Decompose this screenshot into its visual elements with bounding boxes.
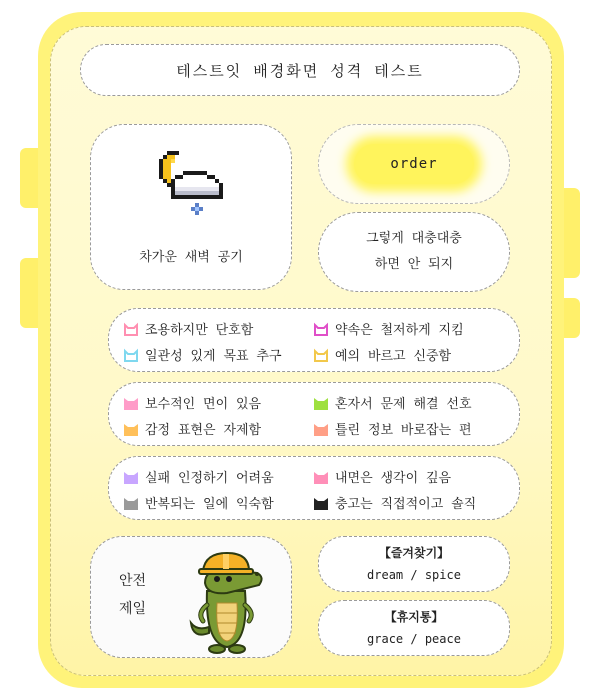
trait-item: 내면은 생각이 깊음 (313, 467, 451, 486)
trait-item: 혼자서 문제 해결 선호 (313, 393, 472, 412)
cat-outline-cyan-icon (123, 348, 139, 362)
trait-item: 실패 인정하기 어려움 (123, 467, 274, 486)
page-title: 테스트잇 배경화면 성격 테스트 (80, 44, 520, 96)
cat-rose-icon (313, 470, 329, 484)
trait-item: 예의 바르고 신중함 (313, 345, 451, 364)
order-label: order (354, 144, 474, 184)
message-line-1: 그렇게 대충대충 (366, 231, 462, 246)
trait-item: 조용하지만 단호함 (123, 319, 253, 338)
trait-item: 감정 표현은 자제함 (123, 419, 261, 438)
trash-value: grace / peace (367, 632, 461, 646)
trait-item: 충고는 직접적이고 솔직 (313, 493, 476, 512)
trait-item: 틀린 정보 바로잡는 편 (313, 419, 472, 438)
likes-header: 【즐겨찾기】 (378, 546, 450, 560)
cat-gray-icon (123, 496, 139, 510)
trait-item: 약속은 철저하게 지킴 (313, 319, 464, 338)
cat-orange-icon (123, 422, 139, 436)
crocodile-hardhat-icon (187, 547, 271, 655)
order-pill (318, 124, 510, 204)
safety-card (90, 536, 292, 658)
trash-card (318, 600, 510, 656)
cat-outline-magenta-icon (313, 322, 329, 336)
trait-group-3 (108, 456, 520, 520)
trait-group-2 (108, 382, 520, 446)
trait-item: 반복되는 일에 익숙함 (123, 493, 274, 512)
trait-item: 보수적인 면이 있음 (123, 393, 261, 412)
likes-card (318, 536, 510, 592)
cat-outline-pink-icon (123, 322, 139, 336)
trait-item: 일관성 있게 목표 추구 (123, 345, 282, 364)
cat-black-icon (313, 496, 329, 510)
cat-green-icon (313, 396, 329, 410)
trait-group-1 (108, 308, 520, 372)
cat-lavender-icon (123, 470, 139, 484)
weather-card (90, 124, 292, 290)
safety-line-1: 안전 (119, 573, 147, 589)
message-line-2: 하면 안 되지 (374, 257, 454, 272)
cat-salmon-icon (313, 422, 329, 436)
safety-line-2: 제일 (119, 601, 147, 617)
message-card (318, 212, 510, 292)
cat-outline-yellow-icon (313, 348, 329, 362)
moon-cloud-snow-icon (151, 147, 231, 227)
safety-text (119, 567, 146, 623)
trash-header: 【휴지통】 (384, 610, 444, 624)
weather-label: 차가운 새벽 공기 (139, 250, 243, 265)
cat-pink-icon (123, 396, 139, 410)
likes-value: dream / spice (367, 568, 461, 582)
